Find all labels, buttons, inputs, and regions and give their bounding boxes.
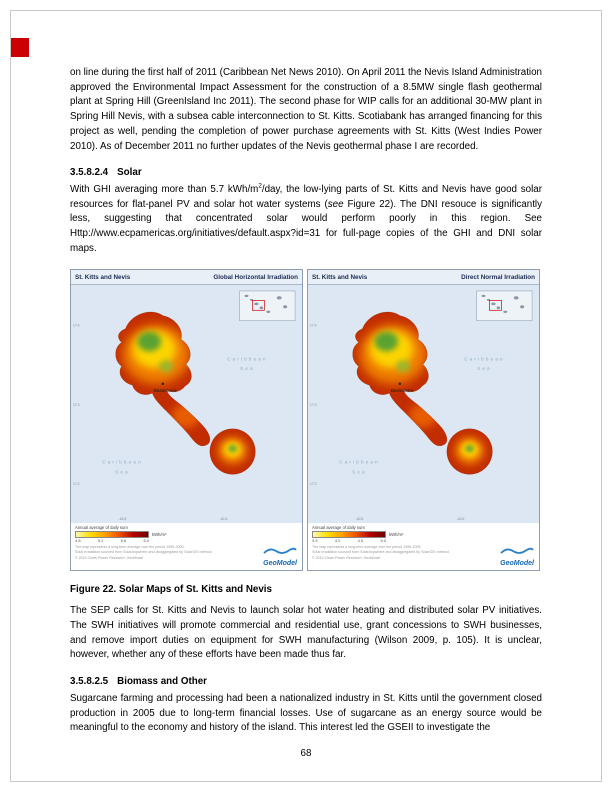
legend-ticks [312,538,386,543]
section-number: 3.5.8.2.5 [70,676,109,688]
map-legend [308,523,539,570]
geomodel-logo: GeoModel [500,560,534,568]
solar-map-figure [307,269,540,571]
map-region-label: St. Kitts and Nevis [75,273,131,281]
inset-locator-map [477,291,533,321]
basseterre-label: Basseterre [390,389,414,395]
caribbean-sea-label: Caribbean [464,356,505,362]
red-bookmark-tab [11,38,29,57]
longitude-tick: -62.8 [355,517,364,522]
legend-title: Annual average of daily sum [75,525,128,531]
solar-map-figure [70,269,303,571]
legend-unit: kWh/m² [389,532,404,538]
latitude-tick: 17.4 [309,324,317,329]
latitude-tick: 17.3 [72,403,80,408]
inset-locator-map [240,291,296,321]
provider-logo-icon [263,546,297,555]
section-heading-biomass [70,675,542,690]
figure-caption: Figure 22. Solar Maps of St. Kitts and Nevis [70,584,272,596]
caribbean-sea-label: Sea [477,366,492,372]
section-title: Solar [117,167,142,179]
caribbean-sea-label: Caribbean [227,356,268,362]
latitude-tick: 17.2 [72,482,80,487]
map-fineprint [75,545,225,560]
solar-map [71,285,302,523]
body-paragraph: With GHI averaging more than 5.7 kWh/$m^2$/day, the low-lying parts of St. Kitts and Nevis have good solar resources for flat-panel PV and solar hot water systems (see Figure 22). The DNI resouce is significantly less, suggesting that concentrated solar would perform poorly in this region. See Http://www.ecpamericas.org/initiatives/default.aspx?id=31 for full-page copies of the GHI and DNI solar maps. [70,182,543,254]
fineprint-line: The map represents a long-term average over the period 1999-2009. [75,545,185,550]
legend-tick: 4.0 [334,538,341,544]
basseterre-label: Basseterre [153,389,177,395]
page-number: 68 [300,748,312,759]
legend-unit: kWh/m² [152,532,167,538]
longitude-tick: -62.6 [456,517,465,522]
map-title: Direct Normal Irradiation [461,273,535,281]
longitude-tick: -62.6 [219,517,228,522]
solar-maps-figure [70,269,542,571]
legend-title: Annual average of daily sum [312,525,365,531]
legend-colorbar [312,531,386,538]
caribbean-sea-label: Sea [240,366,255,372]
provider-logo-icon [500,546,534,555]
legend-ticks [75,538,149,543]
solar-map [308,285,539,523]
legend-tick: 5.6 [120,538,127,544]
fineprint-line: Solar irradiation sourced from SolarAnywhere and disaggregated by SolarGIS method. [75,549,213,554]
legend-tick: 5.0 [380,538,386,544]
body-paragraph: on line during the first half of 2011 (Caribbean Net News 2010). On April 2011 the Nevis Island Administration approved the Environmental Impact Assessment for the construction of a 8.5MW single flash geothermal plant at Spring Hill (GreenIsland Inc 2011). The second phase for WIP calls for an additional 30-MW plant in Spring Hill Nevis, with a subsea cable interconnection to St. Kitts. Scotiabank has arranged financing for this project as well, pending the completion of power purchase agreements with St. Kitts (West Indies Power 2010). As of December 2011 no further updates of the Nevis geothermal phase I are recorded. [70,67,542,152]
latitude-tick: 17.2 [309,482,317,487]
caribbean-sea-label: Sea [115,469,130,475]
legend-tick: 4.5 [357,538,364,544]
map-copyright: © 2010 Clean Power Research, GeoModel [312,555,381,560]
section-number: 3.5.8.2.4 [70,167,109,179]
map-copyright: © 2010 Clean Power Research, GeoModel [75,555,144,560]
map-legend [71,523,302,570]
map-title: Global Horizontal Irradiation [213,273,298,281]
longitude-tick: -62.8 [118,517,127,522]
map-fineprint [312,545,462,560]
basseterre-marker [162,383,164,385]
section-heading-solar [70,166,542,181]
map-header [308,270,539,285]
map-header [71,270,302,285]
map-region-label: St. Kitts and Nevis [312,273,368,281]
page-content [70,66,542,736]
fineprint-line: The map represents a long-term average over the period 1999-2009. [312,545,422,550]
geomodel-logo: GeoModel [263,560,297,568]
fineprint-line: Solar irradiation sourced from SolarAnywhere and disaggregated by SolarGIS method. [312,549,450,554]
legend-tick: 6.0 [143,538,149,544]
caribbean-sea-label: Sea [352,469,367,475]
section-title: Biomass and Other [117,676,207,688]
latitude-tick: 17.3 [309,403,317,408]
body-paragraph: The SEP calls for St. Kitts and Nevis to launch solar hot water heating and distributed solar PV initiatives. The SWH initiatives will promote commercial and residential use, grant concessions to SWH businesses, and remove import duties on equipment for SWH manufacturing (Wilson 2009, p. 105). It is unclear, however, whether any of these efforts have been made thus far. [70,605,542,661]
caribbean-sea-label: Caribbean [102,459,143,465]
basseterre-marker [399,383,401,385]
caribbean-sea-label: Caribbean [339,459,380,465]
body-paragraph: Sugarcane farming and processing had been a nationalized industry in St. Kitts until the government closed production in 2005 due to long-term financial losses. Use of sugarcane as an energy source would be meaningful to the economy and history of the island. This interest led the GSEII to investigate the [70,692,542,734]
legend-tick: 5.2 [97,538,104,544]
legend-colorbar [75,531,149,538]
latitude-tick: 17.4 [72,324,80,329]
legend-tick: 4.8 [75,538,81,544]
legend-tick: 3.5 [312,538,318,544]
